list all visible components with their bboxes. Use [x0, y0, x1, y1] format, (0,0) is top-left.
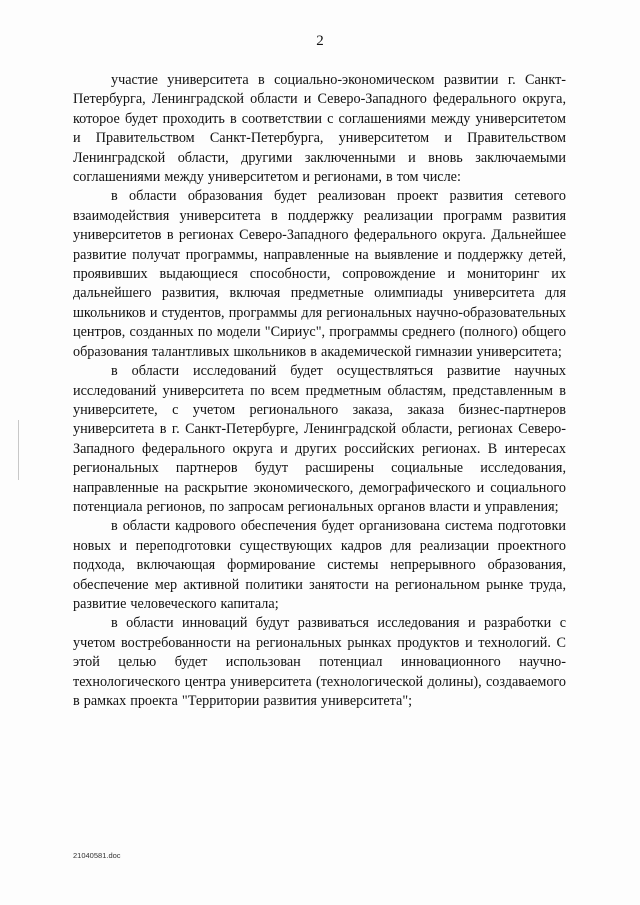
scan-edge-mark: [18, 420, 19, 480]
document-body: [73, 71, 566, 711]
paragraph-innovation: в области инноваций будут развиваться исследования и разработки с учетом востребованности на региональных рынках продуктов и технологий. С этой целью будет использован потенциал инновационного научно-технологического центра университета (технологической долины), создаваемого в рамках проекта "Территории развития университета";: [73, 615, 566, 709]
paragraph-education: в области образования будет реализован проект развития сетевого взаимодействия университета в поддержку реализации программ развития университетов в регионах Северо-Западного федерального округа. Дальнейшее развитие получат программы, направленные на выявление и поддержку детей, проявивших выдающиеся способности, сопровождение и мониторинг их дальнейшего развития, включая предметные олимпиады университета для школьников и студентов, программы для региональных научно-образовательных центров, созданных по модели "Сириус", программы среднего (полного) общего образования талантливых школьников в академической гимназии университета;: [73, 188, 566, 360]
page-number: 2: [316, 33, 324, 49]
paragraph-staffing: в области кадрового обеспечения будет организована система подготовки новых и переподготовки существующих кадров для реализации проектного подхода, включающая формирование системы непрерывного образования, обеспечение мер активной политики занятости на региональном рынке труда, развитие человеческого капитала;: [73, 518, 566, 612]
document-file-code: 21040581.doc: [73, 851, 121, 860]
paragraph-research: в области исследований будет осуществляться развитие научных исследований университета по всем предметным областям, представленным в университете, с учетом регионального заказа, заказа бизнес-партнеров университета в г. Санкт-Петербурге, Ленинградской области, регионах Северо-Западного федерального округа и других российских регионах. В интересах региональных партнеров будут расширены социальные исследования, направленные на раскрытие экономического, демографического и социального потенциала регионов, по запросам региональных органов власти и управления;: [73, 363, 566, 515]
paragraph-intro: участие университета в социально-экономическом развитии г. Санкт-Петербурга, Ленинградской области и Северо-Западного федерального округа, которое будет проходить в соответствии с соглашениями между университетом и Правительством Санкт-Петербурга, университетом и Правительством Ленинградской области, другими заключенными и вновь заключаемыми соглашениями между университетом и регионами, в том числе:: [73, 72, 566, 186]
